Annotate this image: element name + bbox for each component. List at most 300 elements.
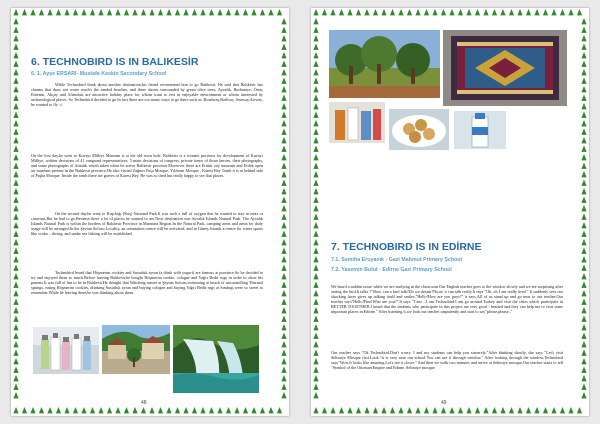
tree-icon <box>30 407 35 413</box>
tree-icon <box>313 95 318 101</box>
tree-icon <box>281 333 286 339</box>
tree-icon <box>581 180 586 186</box>
tree-icon <box>543 9 548 15</box>
village-square-photo <box>102 325 170 374</box>
tree-icon <box>313 86 318 92</box>
tree-icon <box>483 9 488 15</box>
tree-icon <box>313 307 318 313</box>
tree-icon <box>56 407 61 413</box>
tree-icon <box>13 273 18 279</box>
tree-icon <box>281 197 286 203</box>
tree-icon <box>330 9 335 15</box>
tree-icon <box>73 407 78 413</box>
tree-icon <box>13 103 18 109</box>
tree-icon <box>313 197 318 203</box>
tree-icon <box>13 44 18 50</box>
tree-icon <box>13 171 18 177</box>
tree-icon <box>313 407 318 413</box>
tree-icon <box>483 407 488 413</box>
tree-icon <box>13 78 18 84</box>
tree-icon <box>517 9 522 15</box>
tree-icon <box>313 256 318 262</box>
tree-icon <box>581 248 586 254</box>
tree-icon <box>322 407 327 413</box>
tree-icon <box>30 9 35 15</box>
right-page-content <box>325 22 575 402</box>
tree-icon <box>313 154 318 160</box>
tree-icon <box>458 407 463 413</box>
tree-icon <box>13 9 18 15</box>
tree-icon <box>381 407 386 413</box>
tree-icon <box>581 205 586 211</box>
tree-icon <box>13 367 18 373</box>
tree-icon <box>200 407 205 413</box>
tree-icon <box>581 61 586 67</box>
tree-icon <box>581 171 586 177</box>
tree-icon <box>47 9 52 15</box>
tree-icon <box>132 9 137 15</box>
tree-icon <box>347 407 352 413</box>
paragraph: While Technobird think about another destination,his friend recommend him to go Balıkesir. He said that Balıkesir has charms that draw sea water reach's the sanded beaches, and these shores surrounded by green olive trees. Ayvalık, Burhaniye, Ören, Edremit, Akçay and Altınoluk are attractive holiday place for whom want to rest in enjoyable environment or whom interested by archaeological places. So Technobird decided to go.In fact there are too many ways to go there such as ;Roadway,Railway ,Seaway,Airway, he wanted to fly ☺ <box>31 82 263 108</box>
tree-icon <box>192 9 197 15</box>
tree-icon <box>581 69 586 75</box>
tree-icon <box>356 407 361 413</box>
tree-icon <box>398 9 403 15</box>
tree-icon <box>13 231 18 237</box>
tree-icon <box>281 316 286 322</box>
page-subtitle: 6. 1. Ayşe ERSARI- Mustafa Keskin Secondary School <box>31 71 167 77</box>
tree-icon <box>424 9 429 15</box>
tree-icon <box>356 9 361 15</box>
tree-icon <box>313 69 318 75</box>
tree-icon <box>13 18 18 24</box>
tree-icon <box>581 95 586 101</box>
tree-icon <box>281 188 286 194</box>
tree-icon <box>313 333 318 339</box>
tree-icon <box>175 9 180 15</box>
tree-icon <box>13 120 18 126</box>
tree-icon <box>568 407 573 413</box>
tree-icon <box>98 9 103 15</box>
tree-icon <box>281 18 286 24</box>
tree-icon <box>281 375 286 381</box>
tree-icon <box>581 333 586 339</box>
tree-icon <box>13 307 18 313</box>
tree-icon <box>492 407 497 413</box>
tree-icon <box>124 407 129 413</box>
tree-icon <box>251 9 256 15</box>
tree-icon <box>581 239 586 245</box>
tree-icon <box>13 61 18 67</box>
tree-icon <box>313 265 318 271</box>
tree-icon <box>313 188 318 194</box>
tree-icon <box>234 407 239 413</box>
tree-icon <box>277 9 282 15</box>
tree-icon <box>281 384 286 390</box>
tree-icon <box>175 407 180 413</box>
cologne-bottles-photo <box>33 327 99 374</box>
tree-icon <box>313 324 318 330</box>
tree-icon <box>466 407 471 413</box>
tree-icon <box>98 407 103 413</box>
tree-icon <box>407 407 412 413</box>
tree-icon <box>313 171 318 177</box>
right-page <box>311 8 589 416</box>
tree-icon <box>581 27 586 33</box>
tree-icon <box>432 9 437 15</box>
tree-icon <box>13 35 18 41</box>
tree-icon <box>281 299 286 305</box>
tree-icon <box>581 18 586 24</box>
tree-icon <box>581 265 586 271</box>
tree-icon <box>281 112 286 118</box>
tree-icon <box>581 129 586 135</box>
tree-icon <box>313 367 318 373</box>
tree-icon <box>13 248 18 254</box>
tree-icon <box>13 350 18 356</box>
waterfall-photo <box>173 325 259 393</box>
tree-icon <box>581 154 586 160</box>
tree-icon <box>243 407 248 413</box>
tree-icon <box>581 384 586 390</box>
tree-icon <box>364 9 369 15</box>
paragraph: On the second day,he went to Kuşcluğı (Kuş) National Park.It was such a full of oxygen that he wanted to stay in tents or caravans.But he had to go.Because there a lot of places he wanted to see.Next destination was Ayvalık Islands Natural Park. The Ayvalık Islands Natural Park is within the borders of Balıkesir Province in Marmara Region.In the Natural Park, camping areas and areas for daily usage will be arranged.In the Şeytan Sofrası Locality, an orientation centre will be activated, and in Güneş Islands a centre for water sports like scuba – diving, and under sea fishing will be established. <box>31 211 263 237</box>
tree-icon <box>281 205 286 211</box>
tree-icon <box>415 407 420 413</box>
tree-icon <box>441 9 446 15</box>
page-title: 7. TECHNOBIRD IS IN EDİRNE <box>331 241 482 253</box>
tree-icon <box>313 239 318 245</box>
tree-icon <box>281 95 286 101</box>
tree-icon <box>581 112 586 118</box>
tree-icon <box>281 52 286 58</box>
tree-icon <box>313 137 318 143</box>
tree-icon <box>313 61 318 67</box>
page-number: 48 <box>141 400 147 406</box>
tree-icon <box>13 112 18 118</box>
tree-icon <box>13 137 18 143</box>
tree-icon <box>407 9 412 15</box>
tree-icon <box>313 52 318 58</box>
tree-icon <box>313 18 318 24</box>
tree-icon <box>281 69 286 75</box>
paragraph: Our teacher says "Ok Technobird.Don't worry. I and my students can help you sincerely."After thinking shortly, she says "Let's visit Selimiye Mosque first.Look !it is very near our school.You can see it through window." After looking through the window,Technobird says"Wow,It looks like amazing.Let's see it closer." And then we walk two minutes and arrive at Selimiye mosque.Our teacher starts to tell "Symbol of the Ottoman Empire and Edirne, Selimiye mosque <box>331 350 563 371</box>
tree-icon <box>281 103 286 109</box>
tree-icon <box>534 407 539 413</box>
tree-icon <box>449 407 454 413</box>
tree-icon <box>281 180 286 186</box>
tree-icon <box>560 9 565 15</box>
tree-icon <box>581 103 586 109</box>
tree-icon <box>322 9 327 15</box>
tree-icon <box>313 350 318 356</box>
tree-icon <box>509 407 514 413</box>
tree-icon <box>209 407 214 413</box>
tree-icon <box>581 375 586 381</box>
tree-icon <box>526 9 531 15</box>
tree-icon <box>339 407 344 413</box>
tree-icon <box>13 27 18 33</box>
tree-icon <box>149 9 154 15</box>
tree-icon <box>313 341 318 347</box>
tree-icon <box>458 9 463 15</box>
tree-icon <box>13 375 18 381</box>
tree-icon <box>124 9 129 15</box>
tree-icon <box>64 407 69 413</box>
tree-icon <box>13 129 18 135</box>
tree-icon <box>281 146 286 152</box>
tree-icon <box>551 407 556 413</box>
tree-icon <box>277 407 282 413</box>
tree-icon <box>281 248 286 254</box>
tree-icon <box>13 154 18 160</box>
tree-icon <box>13 316 18 322</box>
tree-icon <box>500 9 505 15</box>
tree-icon <box>115 9 120 15</box>
tree-icon <box>73 9 78 15</box>
tree-icon <box>281 27 286 33</box>
tree-icon <box>313 375 318 381</box>
tree-icon <box>313 231 318 237</box>
tree-icon <box>13 333 18 339</box>
tree-icon <box>13 299 18 305</box>
tree-icon <box>313 205 318 211</box>
tree-icon <box>581 316 586 322</box>
tree-icon <box>13 222 18 228</box>
tree-icon <box>281 358 286 364</box>
tree-icon <box>313 214 318 220</box>
tree-icon <box>373 407 378 413</box>
tree-icon <box>313 146 318 152</box>
tree-icon <box>313 282 318 288</box>
tree-icon <box>281 256 286 262</box>
tree-icon <box>234 9 239 15</box>
tree-icon <box>581 78 586 84</box>
tree-icon <box>13 407 18 413</box>
tree-icon <box>373 9 378 15</box>
tree-icon <box>313 27 318 33</box>
tree-icon <box>581 146 586 152</box>
tree-icon <box>13 86 18 92</box>
tree-icon <box>47 407 52 413</box>
tree-icon <box>492 9 497 15</box>
tree-icon <box>313 384 318 390</box>
tree-icon <box>475 407 480 413</box>
tree-icon <box>281 367 286 373</box>
tree-icon <box>313 120 318 126</box>
paragraph: Technobird heard that Höşmerim cookies and Susurluk ayran (a drink with yogurt) are famous at province.So he decided to try and enjoyed them so much.Before leaving Balıkesir,he bought Höşmerim cookie, cologne and Yağcı Bedir rugs in order to show his parents.It was full of fun to be in Balıkesir.He thought that Watching sunset at Şeytan Sofrası,swimming at beach of uncontrolling Thermal springs, eating Höşmerim cookies, drinking Susurluk ayran and buying cologne and buying Yağcı Bedir rugs at Sındırgı were so sweet to remember.While he leaving there,he was thinking about them. <box>31 270 263 296</box>
tree-icon <box>581 197 586 203</box>
tree-icon <box>115 407 120 413</box>
tree-icon <box>534 9 539 15</box>
tree-icon <box>330 407 335 413</box>
paragraph: We heard a sudden noise while we are studying in the classroom.Our English teacher goes to the window slowly and we are surprising after seeing the bird.It talks !"Slow, can a bird talk?Do we dream?No,no it can talk really.It says "Oh, oh I am really tired." It suddenly sees our shocking faces gives up talking itself and smiles."Hello!How are you guys?" it says.All of us stand up and go near to our teacher.Our teacher says"Hello!Fine!Who are you?".It says "I am ...I am Technobird.I am go around Turkey and visit the cities which participate in BETTER TOGETHER.I heard that the students who participate in this project are very good - hearted and they can help me to visit some important places in Edirne." After listening it,we look our teacher unpatiently and start to say"please,please.." <box>331 284 563 315</box>
tree-icon <box>13 256 18 262</box>
tree-icon <box>158 9 163 15</box>
tree-icon <box>13 239 18 245</box>
tree-icon <box>226 9 231 15</box>
page-title: 6. TECHNOBIRD IS IN BALIKESİR <box>31 56 199 68</box>
tree-icon <box>281 222 286 228</box>
tree-icon <box>13 163 18 169</box>
tree-icon <box>551 9 556 15</box>
tree-icon <box>313 273 318 279</box>
tree-icon <box>449 9 454 15</box>
tree-icon <box>81 407 86 413</box>
tree-icon <box>581 35 586 41</box>
page-number: 49 <box>441 400 447 406</box>
tree-icon <box>281 265 286 271</box>
tree-icon <box>281 392 286 398</box>
tree-icon <box>268 407 273 413</box>
tree-icon <box>581 256 586 262</box>
tree-icon <box>281 290 286 296</box>
tree-icon <box>432 407 437 413</box>
tree-icon <box>441 407 446 413</box>
tree-icon <box>581 367 586 373</box>
tree-icon <box>281 44 286 50</box>
tree-icon <box>313 299 318 305</box>
tree-icon <box>313 9 318 15</box>
tree-icon <box>251 407 256 413</box>
tree-icon <box>398 407 403 413</box>
tree-icon <box>39 9 44 15</box>
tree-icon <box>281 129 286 135</box>
tree-icon <box>581 324 586 330</box>
tree-icon <box>424 407 429 413</box>
tree-icon <box>149 407 154 413</box>
tree-icon <box>13 324 18 330</box>
tree-icon <box>281 239 286 245</box>
tree-icon <box>281 61 286 67</box>
tree-icon <box>166 407 171 413</box>
tree-icon <box>13 146 18 152</box>
tree-icon <box>13 214 18 220</box>
tree-icon <box>13 69 18 75</box>
tree-icon <box>313 180 318 186</box>
tree-icon <box>581 350 586 356</box>
tree-icon <box>209 9 214 15</box>
tree-icon <box>13 205 18 211</box>
tree-icon <box>581 214 586 220</box>
tree-icon <box>13 358 18 364</box>
tree-icon <box>543 407 548 413</box>
left-page <box>11 8 289 416</box>
tree-icon <box>381 9 386 15</box>
tree-icon <box>81 9 86 15</box>
tree-icon <box>281 86 286 92</box>
tree-icon <box>141 9 146 15</box>
tree-icon <box>281 282 286 288</box>
tree-icon <box>581 86 586 92</box>
paragraph: On the first day,he went to Kuvayı Milliye Museum is at the old town hole. Balıkesir is a frontier province for development of Kuvayı Milliye, written decisions of 41 vanguard representatives, 5 main decisions of congress, private items of those heroes, their photographs, and some photographs of Atatürk which taken when he arrive Balıkesir province.Moreover there are Ertürk city museum and Erdek open air museum present in the Balıkesir province.He also visited Zağnos Paşa Mosque, Yıldırım Mosque , Karesi Bey Tomb it is at behind side of Paşha Mosque. Inside the tomb there are graves of Karesi Bey. He was so tired but really happy to see that places. <box>31 153 263 179</box>
tree-icon <box>90 407 95 413</box>
tree-icon <box>347 9 352 15</box>
tree-icon <box>581 290 586 296</box>
tree-icon <box>313 358 318 364</box>
tree-icon <box>581 299 586 305</box>
tree-icon <box>466 9 471 15</box>
tree-icon <box>581 231 586 237</box>
tree-icon <box>260 9 265 15</box>
tree-icon <box>475 9 480 15</box>
tree-icon <box>281 231 286 237</box>
tree-icon <box>313 129 318 135</box>
tree-icon <box>339 9 344 15</box>
tree-icon <box>107 407 112 413</box>
tree-icon <box>313 316 318 322</box>
tree-icon <box>313 112 318 118</box>
tree-icon <box>581 44 586 50</box>
tree-icon <box>581 307 586 313</box>
tree-icon <box>581 282 586 288</box>
tree-icon <box>64 9 69 15</box>
tree-icon <box>13 341 18 347</box>
tree-icon <box>313 44 318 50</box>
tree-icon <box>141 407 146 413</box>
tree-icon <box>509 9 514 15</box>
tree-icon <box>281 171 286 177</box>
tree-icon <box>390 9 395 15</box>
tree-icon <box>217 407 222 413</box>
tree-icon <box>313 222 318 228</box>
tree-icon <box>581 163 586 169</box>
tree-icon <box>13 384 18 390</box>
tree-icon <box>166 9 171 15</box>
tree-icon <box>313 103 318 109</box>
tree-icon <box>281 307 286 313</box>
tree-icon <box>281 35 286 41</box>
tree-icon <box>281 341 286 347</box>
tree-icon <box>200 9 205 15</box>
tree-icon <box>517 407 522 413</box>
tree-icon <box>13 52 18 58</box>
tree-icon <box>313 290 318 296</box>
tree-icon <box>581 52 586 58</box>
tree-icon <box>581 273 586 279</box>
tree-icon <box>313 35 318 41</box>
tree-icon <box>268 9 273 15</box>
tree-icon <box>192 407 197 413</box>
tree-icon <box>260 407 265 413</box>
tree-icon <box>577 9 582 15</box>
tree-icon <box>281 163 286 169</box>
tree-icon <box>22 407 27 413</box>
tree-icon <box>13 265 18 271</box>
tree-icon <box>313 163 318 169</box>
tree-icon <box>415 9 420 15</box>
tree-icon <box>56 9 61 15</box>
tree-icon <box>364 407 369 413</box>
page-subtitle: 7.2. Yasemin Bulut - Edirne Gazi Primary School <box>331 267 452 273</box>
tree-icon <box>183 9 188 15</box>
tree-icon <box>313 248 318 254</box>
tree-icon <box>13 290 18 296</box>
tree-icon <box>581 222 586 228</box>
tree-icon <box>577 407 582 413</box>
tree-icon <box>13 282 18 288</box>
tree-icon <box>107 9 112 15</box>
tree-icon <box>313 78 318 84</box>
tree-icon <box>183 407 188 413</box>
tree-icon <box>132 407 137 413</box>
tree-icon <box>581 392 586 398</box>
tree-icon <box>226 407 231 413</box>
tree-icon <box>13 197 18 203</box>
tree-icon <box>13 95 18 101</box>
tree-icon <box>581 341 586 347</box>
tree-icon <box>281 273 286 279</box>
